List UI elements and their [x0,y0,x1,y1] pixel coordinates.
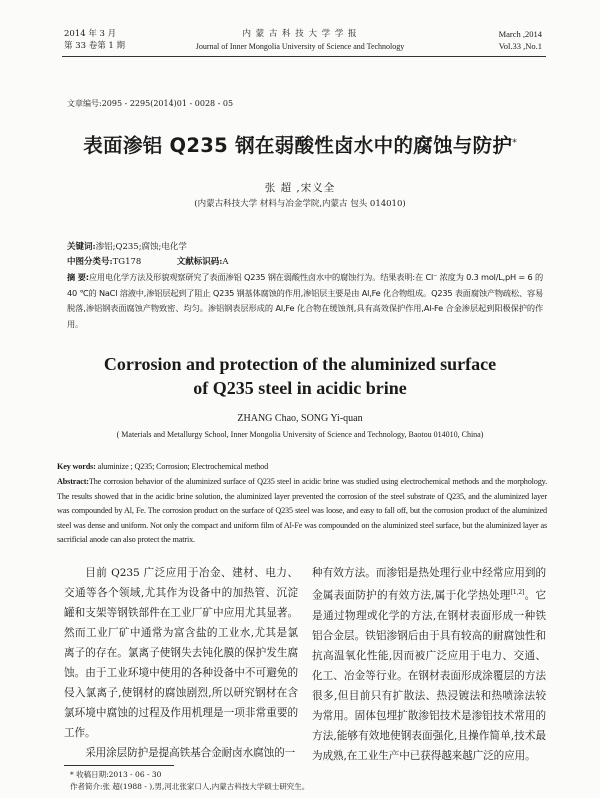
body-right-column [312,563,546,766]
body-right-text-1: 种有效方法。而渗铝是热处理行业中经常应用到的金属表面防护的有效方法,属于化学热处理 [312,567,546,602]
header-volume-en: Vol.33 ,No.1 [498,41,542,51]
article-id: 文章编号:2095 - 2295(2014)01 - 0028 - 05 [67,99,234,108]
title-cn-block [0,130,600,158]
title-footnote-mark: * [512,138,517,149]
authors-cn: 张 超 ,宋义全 [264,182,336,194]
footnote-author: 作者简介:张 超(1988 - ),男,河北张家口人,内蒙古科技大学硕士研究生。 [70,782,310,791]
abstract-cn [67,270,543,332]
header-rule [62,56,546,57]
title-en-line2: of Q235 steel in acidic brine [193,378,407,398]
authors-en: ZHANG Chao, SONG Yi-quan [237,413,363,424]
footnote-rule [64,765,174,766]
header-volume-cn: 第 33 卷第 1 期 [64,41,126,51]
journal-name-en: Journal of Inner Mongolia University of Science and Technology [195,42,405,51]
title-en-line1: Corrosion and protection of the aluminized surface [103,354,497,374]
abstract-cn-text: 应用电化学方法及形貌观察研究了表面渗铝 Q235 钢在弱酸性卤水中的腐蚀行为。结果表明:在 Cl⁻ 浓度为 0.3 mol/L,pH = 6 的 40 ℃的 NaCl 溶液中,渗铝层起到了阻止 Q235 钢基体腐蚀的作用,渗铝层主要是由 Al,Fe 化合物组成。Q235 表面腐蚀产物疏松、容易脱落,渗铝钢表面腐蚀产物致密、均匀。渗铝钢表层形成的 Al,Fe 化合物在缓蚀剂,具有高效保护作用,Al-Fe 合金渗层起到阳极保护的作用。 [67,272,543,329]
header-date: 2014 年 3 月 [64,29,117,39]
doc-code: A [222,257,229,267]
affiliation-en: ( Materials and Metallurgy School, Inner Mongolia University of Science and Technology, Baotou 014010, China) [116,430,484,439]
affiliation-cn: (内蒙古科技大学 材料与冶金学院,内蒙古 包头 014010) [194,199,406,209]
keywords-cn-label: 关键词: [67,242,96,252]
doc-code-label: 文献标识码: [176,257,223,267]
keywords-en-line [57,460,547,475]
citation-ref: [1,2] [510,589,525,596]
keywords-en: aluminize ; Q235; Corrosion; Electrochemical method [97,462,269,471]
journal-name-cn: 内 蒙 古 科 技 大 学 学 报 [242,29,358,39]
keywords-cn-line [67,240,187,255]
abstract-en-label: Abstract: [57,477,89,486]
clc-code: TG178 [112,257,142,267]
body-right-text-2: 。它是通过物理或化学的方法,在钢材表面形成一种铁铝合金层。铁铝渗钢后由于具有较高的耐腐蚀性和抗高温氧化性能,因而被广泛应用于电力、交通、化工、冶金等行业。在钢材表面形成涂覆层的方法很多,但目前只有扩散法、热浸镀法和热喷涂法较为常用。固体包埋扩散渗铝技术是渗铝技术常用的方法,能够有效地使钢表面强化,且操作简单,技术最为成熟,在工业生产中已获得越来越广泛的应用。 [312,589,546,762]
header-month: March ,2014 [498,29,542,39]
abstract-en-text: The corrosion behavior of the aluminized surface of Q235 steel in acidic brine was studied using electrochemical methods and the morphology. The results showed that in the acidic brine solution, the aluminized layer prevented the corrosion of the steel substrate of Q235, and the aluminized layer was compounded by Al, Fe. The corrosion product on the surface of Q235 steel was loose, and easy to fall off, but the corrosion product of the aluminized steel was dense and uniform. Not only the compact and uniform film of Al-Fe was compounded on the aluminized steel surface, but the aluminized layer as sacrificial anode can also protect the matrix. [57,477,547,544]
classification-line [67,255,537,270]
body-left-column [64,563,298,763]
abstract-en [57,475,547,548]
body-left-paragraph-1: 目前 Q235 广泛应用于冶金、建材、电力、交通等各个领域,尤其作为设备中的加热管、沉淀罐和支架等钢铁部件在工业厂矿中应用尤其显著。然而工业厂矿中通常为富含盐的工业水,尤其是氯离子的存在。氯离子使钢失去钝化膜的保护发生腐蚀。由于工业环境中使用的各种设备中不可避免的侵入氯离子,使钢材的腐蚀剧烈,所以研究钢材在含氯环境中腐蚀的过程及作用机理是一项非常重要的工作。 [64,567,298,739]
clc-label: 中图分类号: [67,257,113,267]
footnote-received: * 收稿日期:2013 - 06 - 30 [70,770,162,779]
body-left-paragraph-2: 采用涂层防护是提高铁基合金耐卤水腐蚀的一 [85,747,296,759]
keywords-cn: 渗铝;Q235;腐蚀;电化学 [95,242,187,252]
title-cn: 表面渗铝 Q235 钢在弱酸性卤水中的腐蚀与防护 [83,134,513,157]
abstract-cn-label: 摘 要: [67,272,89,282]
keywords-en-label: Key words: [57,462,96,471]
